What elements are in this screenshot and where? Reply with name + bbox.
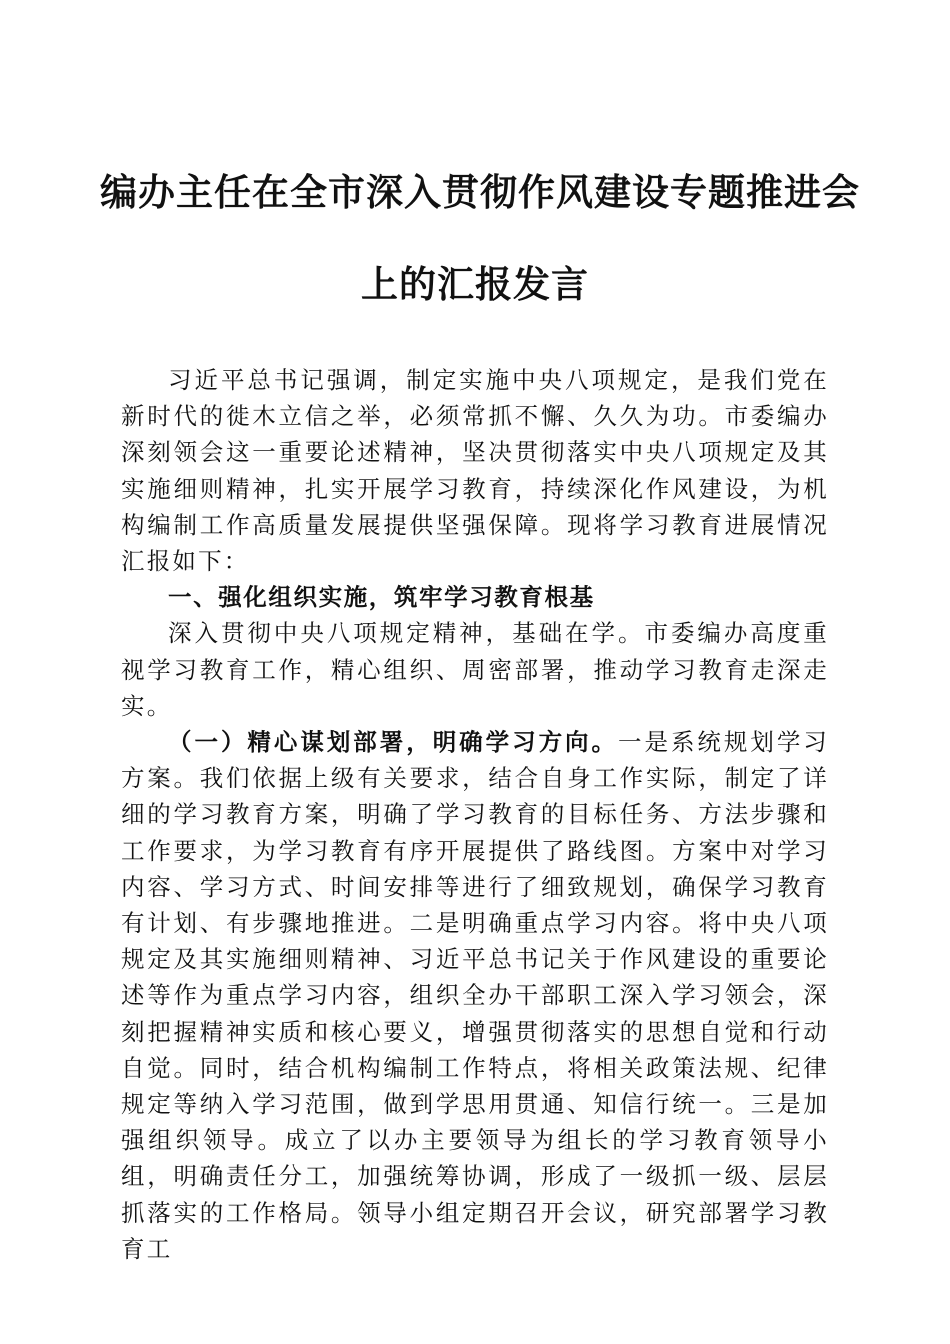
- subsection-body-1: 一是系统规划学习方案。我们依据上级有关要求，结合自身工作实际，制定了详细的学习教育方案，明确了学习教育的目标任务、方法步骤和工作要求，为学习教育有序开展提供了路线图。方案中对学习内容、学习方式、时间安排等进行了细致规划，确保学习教育有计划、有步骤地推进。二是明确重点学习内容。将中央八项规定及其实施细则精神、习近平总书记关于作风建设的重要论述等作为重点学习内容，组织全办干部职工深入学习领会，深刻把握精神实质和核心要义，增强贯彻落实的思想自觉和行动自觉。同时，结合机构编制工作特点，将相关政策法规、纪律规定等纳入学习范围，做到学思用贯通、知信行统一。三是加强组织领导。成立了以办主要领导为组长的学习教育领导小组，明确责任分工，加强统筹协调，形成了一级抓一级、层层抓落实的工作格局。领导小组定期召开会议，研究部署学习教育工: [121, 728, 829, 1263]
- subsection-paragraph-1: [121, 724, 829, 1267]
- document-title-line2: 上的汇报发言: [361, 262, 589, 306]
- intro-paragraph: 习近平总书记强调，制定实施中央八项规定，是我们党在新时代的徙木立信之举，必须常抓不懈、久久为功。市委编办深刻领会这一重要论述精神，坚决贯彻落实中央八项规定及其实施细则精神，扎实开展学习教育，持续深化作风建设，为机构编制工作高质量发展提供坚强保障。现将学习教育进展情况汇报如下：: [121, 366, 829, 576]
- section-heading-1: 一、强化组织实施，筑牢学习教育根基: [168, 583, 595, 612]
- section-paragraph-1: 深入贯彻中央八项规定精神，基础在学。市委编办高度重视学习教育工作，精心组织、周密部署，推动学习教育走深走实。: [121, 619, 829, 720]
- document-title-line1: 编办主任在全市深入贯彻作风建设专题推进会: [100, 170, 860, 214]
- document-body: [121, 362, 829, 1267]
- subsection-heading-1: （一）精心谋划部署，明确学习方向。: [168, 728, 618, 757]
